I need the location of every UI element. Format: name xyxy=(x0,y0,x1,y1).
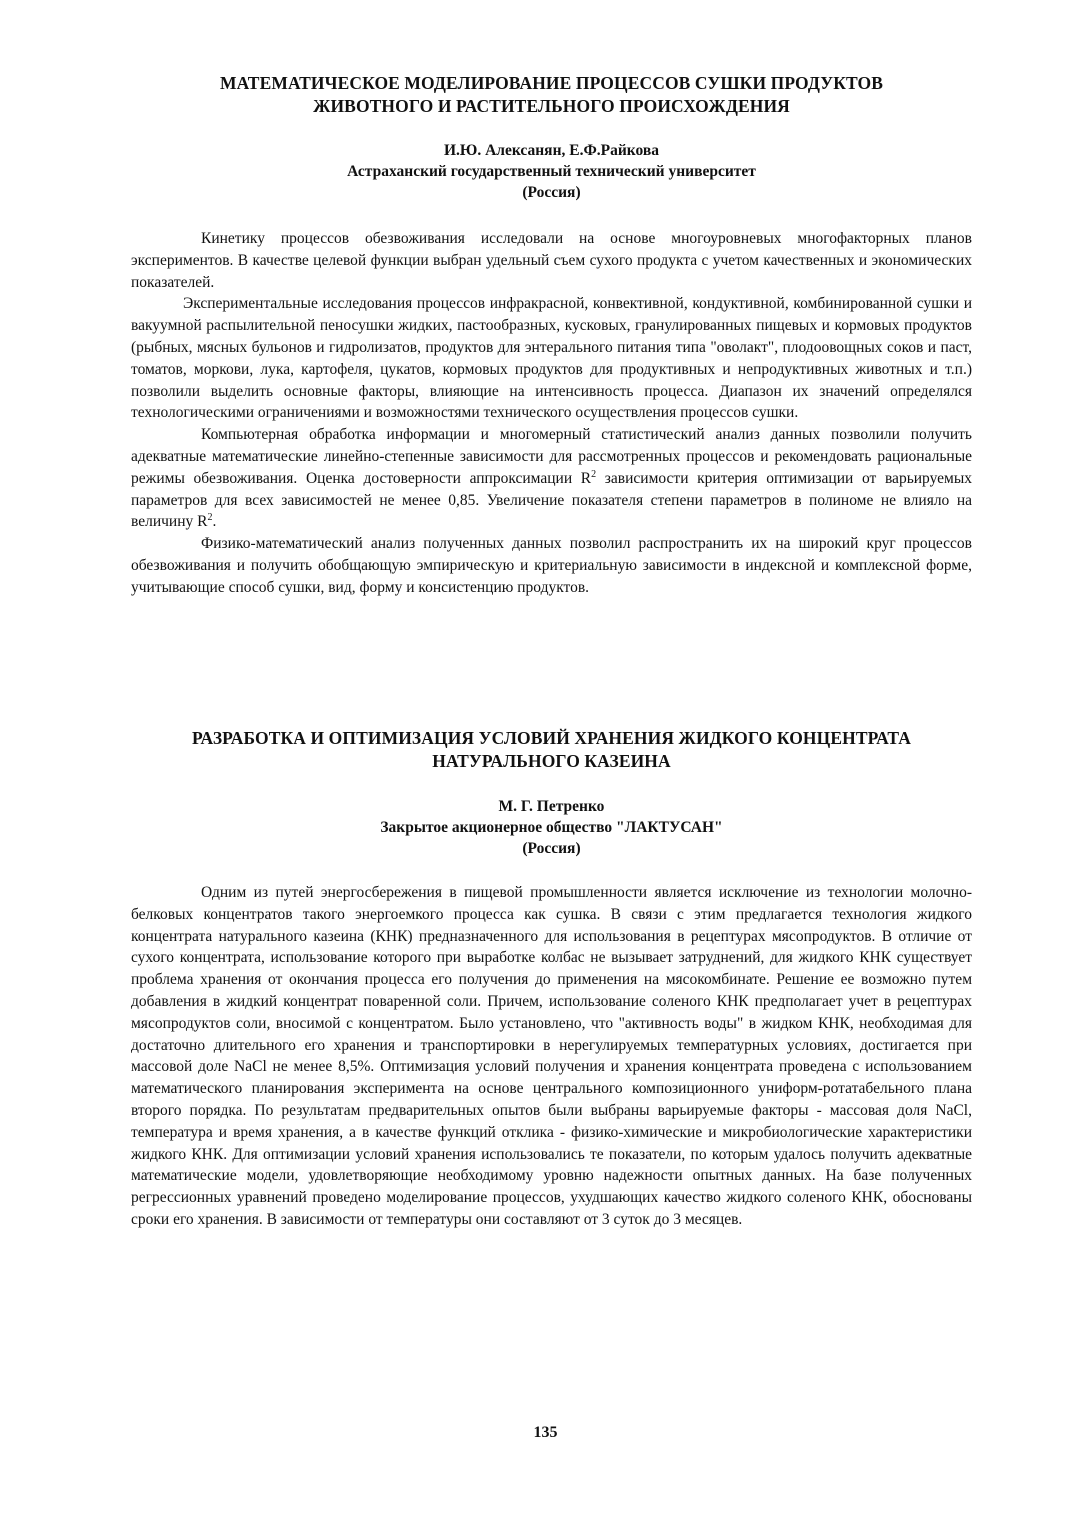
article-1-paragraph-3-part-c: . xyxy=(212,513,217,531)
article-2-title xyxy=(131,727,972,773)
article-2-affiliation: Закрытое акционерное общество "ЛАКТУСАН" xyxy=(380,819,723,836)
article-1-country: (Россия) xyxy=(522,184,581,201)
article-2-paragraph-1: Одним из путей энергосбережения в пищевой промышленности является исключение из технологии молочно-белковых концентратов такого энергоемкого процесса как сушка. В связи с этим предлагается технология жидкого концентрата натурального казеина (КНК) предназначенного для использования в рецептурах мясопродуктов. В отличие от сухого концентрата, использование которого при выработке колбас не вызывает затруднений, для жидкого КНК существует проблема хранения от окончания процесса его получения до применения на мясокомбинате. Решение ее возможно путем добавления в жидкий концентрат поваренной соли. Причем, использование соленого КНК предполагает учет в рецептурах мясопродуктов соли, вносимой с концентратом. Было установлено, что "активность воды" в жидком КНК, необходимая для достаточно длительного его хранения и транспортировки в нерегулируемых температурных условиях, достигается при массовой доле NaCl не менее 8,5%. Оптимизация условий получения и хранения концентрата проведена с использованием математического планирования эксперимента на основе центрального композиционного униформ-ротатабельного плана второго порядка. По результатам предварительных опытов были выбраны варьируемые факторы - массовая доля NaCl, температура и время хранения, а в качестве функций отклика - физико-химические и микробиологические характеристики жидкого КНК. Для оптимизации условий хранения использовались те показатели, по которым удалось получить адекватные математические модели, удовлетворяющие необходимому уровню надежности опытных данных. На базе полученных регрессионных уравнений проведено моделирование процессов, ухудшающих качество жидкого соленого КНК, обоснованы сроки его хранения. В зависимости от температуры они составляют от 3 суток до 3 месяцев. xyxy=(131,884,972,1228)
article-1-title xyxy=(131,72,972,118)
article-1-authors: И.Ю. Алексанян, Е.Ф.Райкова xyxy=(443,142,660,159)
article-2-byline xyxy=(131,796,972,859)
article-1-paragraph-4: Физико-математический анализ полученных данных позволил распространить их на широкий круг процессов обезвоживания и получить обобщающую эмпирическую и критериальную зависимости в индексной и комплексной форме, учитывающие способ сушки, вид, форму и консистенцию продуктов. xyxy=(131,535,972,596)
article-1-affiliation: Астраханский государственный технический университет xyxy=(347,163,756,180)
article-1-body xyxy=(131,228,972,599)
article-1-title-line-2: ЖИВОТНОГО И РАСТИТЕЛЬНОГО ПРОИСХОЖДЕНИЯ xyxy=(313,96,790,116)
r-squared-superscript-1: 2 xyxy=(591,468,597,480)
article-2-title-line-1: РАЗРАБОТКА И ОПТИМИЗАЦИЯ УСЛОВИЙ ХРАНЕНИЯ ЖИДКОГО КОНЦЕНТРАТА xyxy=(191,728,911,748)
article-1-paragraph-2: Экспериментальные исследования процессов инфракрасной, конвективной, кондуктивной, комбинированной сушки и вакуумной распылительной пеносушки жидких, пастообразных, кусковых, гранулированных пищевых и кормовых продуктов (рыбных, мясных бульонов и гидролизатов, продуктов для энтерального питания типа "оволакт", плодоовощных соков и паст, томатов, моркови, лука, картофеля, цукатов, кормовых продуктов для продуктивных и непродуктивных животных и т.п.) позволили выделить основные факторы, влияющие на интенсивность процесса. Диапазон их значений определялся технологическими ограничениями и возможностями технического осуществления процессов сушки. xyxy=(131,295,972,422)
article-2-body xyxy=(131,882,972,1231)
article-1-byline xyxy=(131,140,972,203)
article-2 xyxy=(131,727,972,773)
article-1-paragraph-3-part-b: зависимости критерия оптимизации от варьируемых параметров для всех зависимостей не менее 0,85. Увеличение показателя степени параметров в полиноме не влияло на величину R xyxy=(131,469,972,531)
article-2-country: (Россия) xyxy=(522,840,581,857)
article-2-title-line-2: НАТУРАЛЬНОГО КАЗЕИНА xyxy=(432,751,671,771)
article-2-authors: М. Г. Петренко xyxy=(498,798,605,815)
article-1 xyxy=(131,72,972,118)
article-1-paragraph-3 xyxy=(131,424,972,533)
page-number: 135 xyxy=(533,1424,558,1441)
article-1-paragraph-3-part-a: Компьютерная обработка информации и многомерный статистический анализ данных позволили получить адекватные математические линейно-степенные зависимости для рассмотренных процессов и рекомендовать рациональные режимы обезвоживания. Оценка достоверности аппроксимации R xyxy=(131,426,972,487)
r-squared-superscript-2: 2 xyxy=(207,512,213,524)
article-1-title-line-1: МАТЕМАТИЧЕСКОЕ МОДЕЛИРОВАНИЕ ПРОЦЕССОВ СУШКИ ПРОДУКТОВ xyxy=(219,73,884,93)
article-1-paragraph-1: Кинетику процессов обезвоживания исследовали на основе многоуровневых многофакторных планов экспериментов. В качестве целевой функции выбран удельный съем сухого продукта с учетом качественных и экономических показателей. xyxy=(131,230,972,291)
